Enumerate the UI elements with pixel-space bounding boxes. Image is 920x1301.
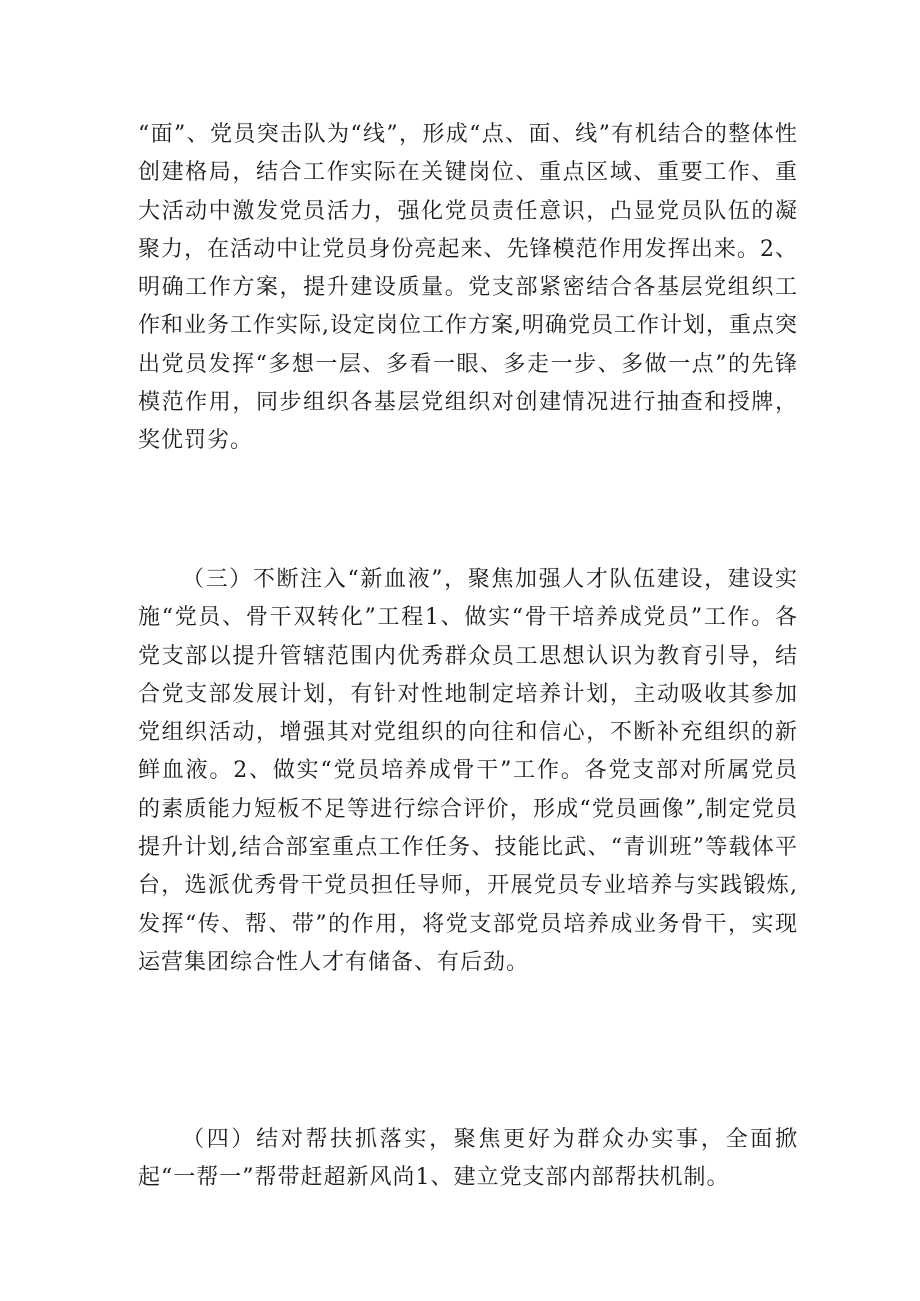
paragraph-section-4: （四）结对帮扶抓落实，聚焦更好为群众办实事，全面掀起“一帮一”帮带赶超新风尚1、建立党支部内部帮扶机制。 (138, 1127, 798, 1191)
paragraph-continued: “面”、党员突击队为“线”，形成“点、面、线”有机结合的整体性创建格局，结合工作实际在关键岗位、重点区域、重要工作、重大活动中激发党员活力，强化党员责任意识，凸显党员队伍的凝聚力，在活动中让党员身份亮起来、先锋模范作用发挥出来。2、明确工作方案，提升建设质量。党支部紧密结合各基层党组织工作和业务工作实际,设定岗位工作方案,明确党员工作计划，重点突出党员发挥“多想一层、多看一眼、多走一步、多做一点”的先锋模范作用，同步组织各基层党组织对创建情况进行抽查和授牌，奖优罚劣。 (138, 122, 798, 454)
paragraph-section-3: （三）不断注入“新血液”，聚焦加强人才队伍建设，建设实施“党员、骨干双转化”工程1、做实“骨干培养成党员”工作。各党支部以提升管辖范围内优秀群众员工思想认识为教育引导，结合党支部发展计划，有针对性地制定培养计划，主动吸收其参加党组织活动，增强其对党组织的向往和信心，不断补充组织的新鲜血液。2、做实“党员培养成骨干”工作。各党支部对所属党员的素质能力短板不足等进行综合评价，形成“党员画像”,制定党员提升计划,结合部室重点工作任务、技能比武、“青训班”等载体平台，选派优秀骨干党员担任导师，开展党员专业培养与实践锻炼,发挥“传、帮、带”的作用，将党支部党员培养成业务骨干，实现运营集团综合性人才有储备、有后劲。 (138, 567, 798, 975)
